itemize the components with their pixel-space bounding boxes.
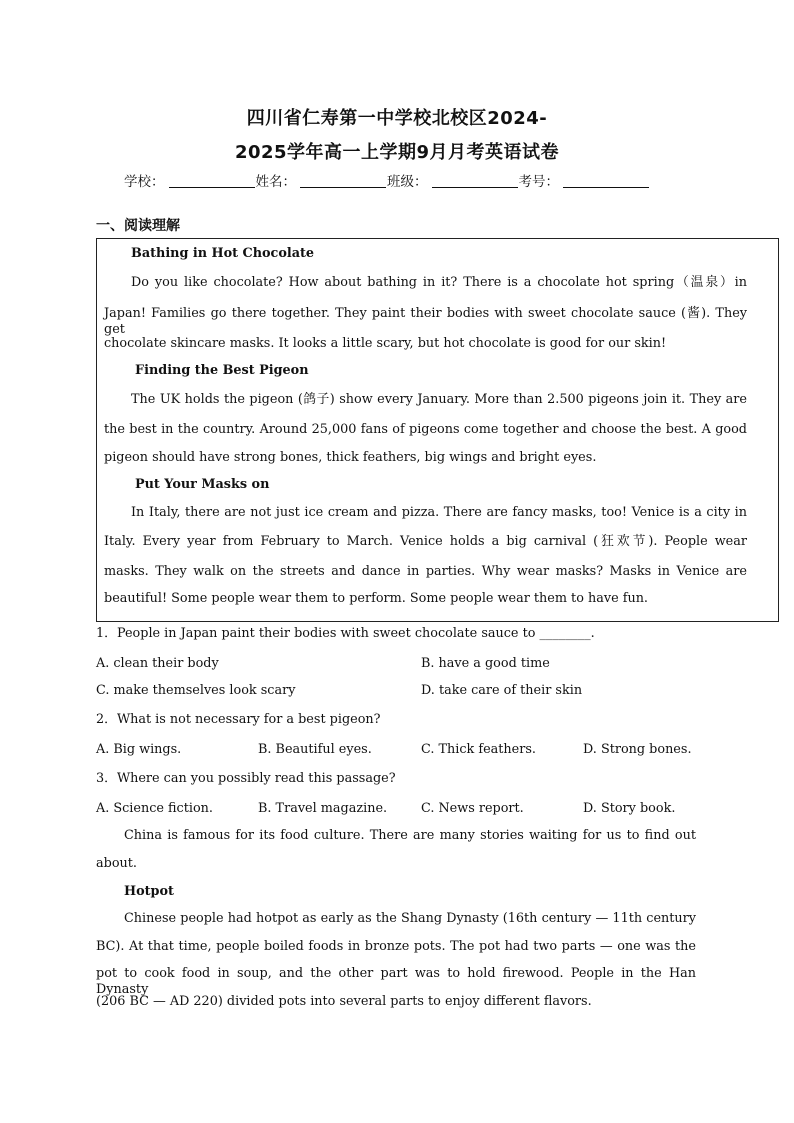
passage-b-heading: Hotpot [124,884,174,899]
passage-a-p1-line: Do you like chocolate? How about bathing in it? There is a chocolate hot spring（温泉）in [131,275,747,290]
school-blank[interactable] [169,172,255,188]
passage-a-heading-3: Put Your Masks on [135,477,270,492]
exam-title-line-1: 四川省仁寿第一中学校北校区2024- [246,108,548,129]
passage-b-p1-line: pot to cook food in soup, and the other part was to hold firewood. People in the Han Dynasty [96,966,696,997]
passage-b-p1-line: Chinese people had hotpot as early as the Shang Dynasty (16th century — 11th century [124,911,696,926]
question-3-option-a[interactable]: A. Science fiction. [96,801,213,816]
class-label: 班级： [387,174,428,190]
name-blank[interactable] [300,172,386,188]
passage-a-p2-line: pigeon should have strong bones, thick feathers, big wings and bright eyes. [104,450,597,465]
question-3-option-c[interactable]: C. News report. [421,801,524,816]
name-label: 姓名： [255,174,296,190]
exam-number-blank[interactable] [563,172,649,188]
passage-a-p1-line: chocolate skincare masks. It looks a little scary, but hot chocolate is good for our skin! [104,336,667,351]
question-3-option-b[interactable]: B. Travel magazine. [258,801,388,816]
school-label: 学校： [124,174,165,190]
passage-a-heading-2: Finding the Best Pigeon [135,363,309,378]
question-1-option-b[interactable]: B. have a good time [421,656,550,671]
passage-a-p3-line: beautiful! Some people wear them to perform. Some people wear them to have fun. [104,591,649,606]
question-3-stem: 3．Where can you possibly read this passage? [96,771,396,786]
question-1-option-c[interactable]: C. make themselves look scary [96,683,296,698]
passage-a-p2-line: the best in the country. Around 25,000 fans of pigeons come together and choose the best. A good [104,422,747,437]
passage-a-p3-line: masks. They walk on the streets and dance in parties. Why wear masks? Masks in Venice are [104,564,747,579]
question-1-stem: 1．People in Japan paint their bodies with sweet chocolate sauce to ________. [96,626,595,641]
passage-a-p1-line: Japan! Families go there together. They paint their bodies with sweet chocolate sauce (酱). They get [104,306,747,337]
question-2-option-b[interactable]: B. Beautiful eyes. [258,742,372,757]
passage-a-heading-1: Bathing in Hot Chocolate [131,246,315,261]
question-2-option-c[interactable]: C. Thick feathers. [421,742,536,757]
passage-b-p1-line: BC). At that time, people boiled foods in bronze pots. The pot had two parts — one was the [96,939,696,954]
passage-a-p3-line: In Italy, there are not just ice cream and pizza. There are fancy masks, too! Venice is a city in [131,505,747,520]
passage-a-p3-line: Italy. Every year from February to March. Venice holds a big carnival (狂欢节). People wear [104,534,747,549]
section-title: 一、阅读理解 [96,218,180,234]
question-2-stem: 2．What is not necessary for a best pigeon? [96,712,381,727]
exam-title-line-2: 2025学年高一上学期9月月考英语试卷 [234,142,560,163]
passage-a-p2-line: The UK holds the pigeon (鸽子) show every January. More than 2.500 pigeons join it. They are [131,392,747,407]
class-blank[interactable] [432,172,518,188]
passage-b-p1-line: (206 BC — AD 220) divided pots into several parts to enjoy different flavors. [96,994,592,1009]
question-1-option-a[interactable]: A. clean their body [96,656,219,671]
question-2-option-d[interactable]: D. Strong bones. [583,742,692,757]
passage-b-intro-line: China is famous for its food culture. There are many stories waiting for us to find out [124,828,696,843]
passage-b-intro-line: about. [96,856,137,871]
student-info-row [124,170,684,190]
question-3-option-d[interactable]: D. Story book. [583,801,676,816]
question-1-option-d[interactable]: D. take care of their skin [421,683,583,698]
question-2-option-a[interactable]: A. Big wings. [96,742,182,757]
exam-number-label: 考号： [518,174,559,190]
